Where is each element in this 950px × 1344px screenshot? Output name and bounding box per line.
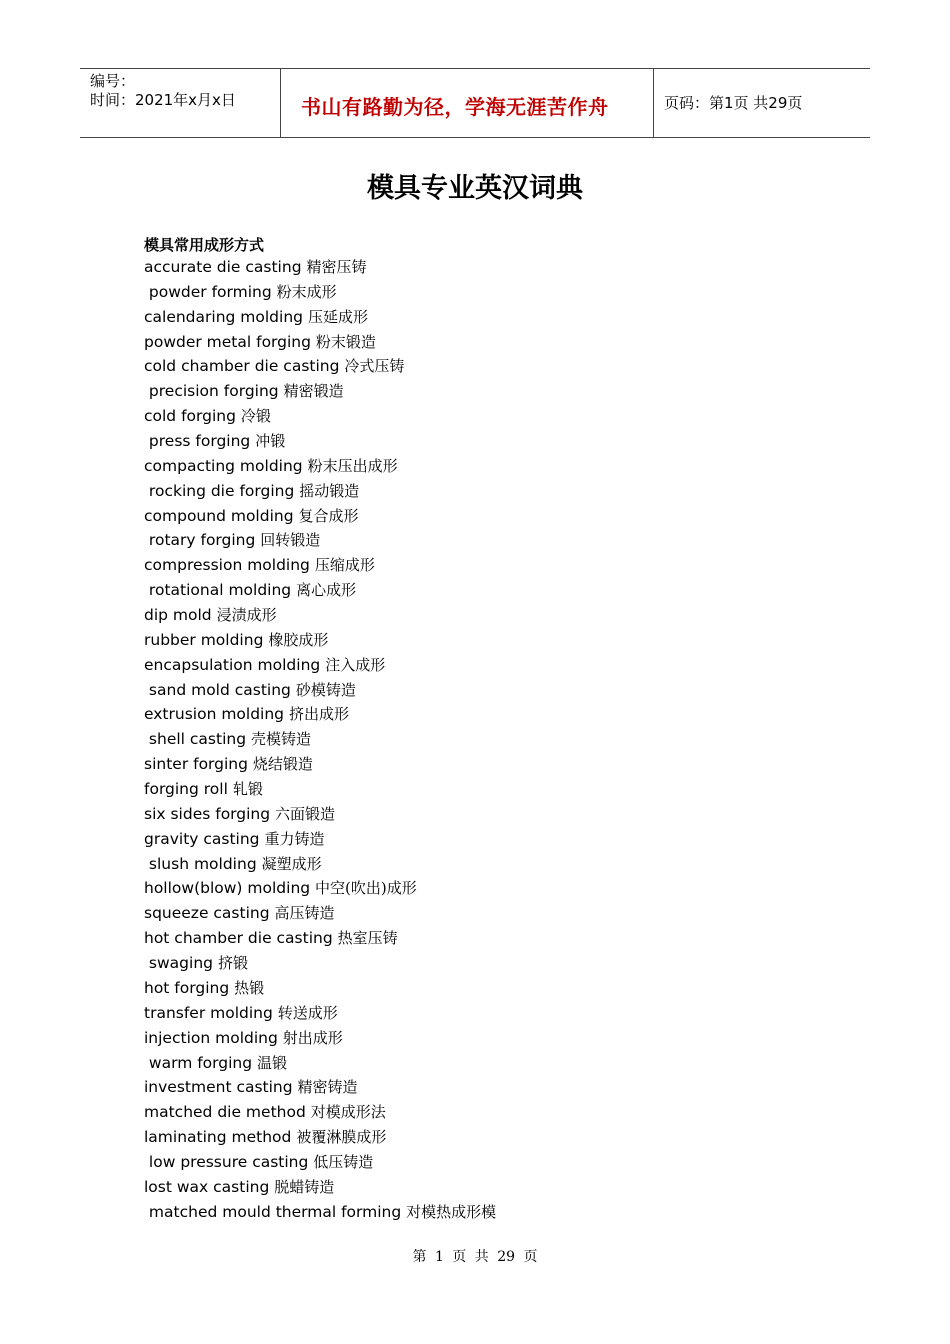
term-chinese: 热室压铸 [337, 929, 398, 948]
term-chinese: 高压铸造 [274, 904, 335, 923]
page-info: 页码：第1页 共29页 [664, 94, 803, 112]
header-motto-cell [281, 69, 654, 137]
term-entry [144, 1175, 496, 1200]
term-entry [144, 1150, 496, 1175]
term-chinese: 对模热成形模 [406, 1202, 497, 1221]
term-entry [144, 280, 496, 305]
term-english: rocking die forging [144, 481, 295, 500]
term-english: powder metal forging [144, 332, 311, 351]
term-entry [144, 354, 496, 379]
term-entry [144, 628, 496, 653]
term-english: investment casting [144, 1078, 293, 1097]
term-english: sand mold casting [144, 680, 291, 699]
header-page-cell [655, 69, 870, 137]
term-entry [144, 752, 496, 777]
term-entry [144, 603, 496, 628]
term-english: matched mould thermal forming [144, 1202, 402, 1221]
term-entry [144, 255, 496, 280]
term-chinese: 对模成形法 [310, 1103, 386, 1122]
term-chinese: 橡胶成形 [268, 630, 329, 649]
date-label: 时间：2021年x月x日 [90, 91, 236, 109]
term-english: rotary forging [144, 531, 256, 550]
term-chinese: 砂模铸造 [295, 680, 356, 699]
term-entry [144, 1125, 496, 1150]
term-english: cold chamber die casting [144, 357, 340, 376]
term-chinese: 轧锻 [232, 780, 263, 799]
term-english: dip mold [144, 606, 212, 625]
term-english: forging roll [144, 780, 228, 799]
term-entry [144, 1001, 496, 1026]
term-entry [144, 951, 496, 976]
term-english: hot chamber die casting [144, 929, 333, 948]
term-english: gravity casting [144, 829, 260, 848]
term-chinese: 挤锻 [217, 954, 248, 973]
term-entry [144, 876, 496, 901]
term-english: press forging [144, 432, 251, 451]
term-chinese: 粉末压出成形 [307, 456, 398, 475]
term-english: slush molding [144, 854, 257, 873]
term-chinese: 射出成形 [282, 1028, 343, 1047]
term-entry [144, 1200, 496, 1225]
term-english: precision forging [144, 382, 279, 401]
term-chinese: 低压铸造 [313, 1152, 374, 1171]
term-chinese: 温锻 [257, 1053, 288, 1072]
term-english: calendaring molding [144, 307, 303, 326]
term-english: squeeze casting [144, 904, 270, 923]
term-chinese: 冲锻 [255, 432, 286, 451]
term-chinese: 转送成形 [277, 1003, 338, 1022]
header-meta-cell [80, 69, 281, 137]
term-entry [144, 976, 496, 1001]
term-english: swaging [144, 954, 213, 973]
term-chinese: 精密铸造 [297, 1078, 358, 1097]
term-english: six sides forging [144, 804, 271, 823]
term-entry [144, 678, 496, 703]
term-english: cold forging [144, 407, 236, 426]
term-chinese: 被覆淋膜成形 [296, 1128, 387, 1147]
term-entry [144, 330, 496, 355]
term-chinese: 重力铸造 [264, 829, 325, 848]
term-entry [144, 305, 496, 330]
term-english: transfer molding [144, 1003, 273, 1022]
number-label: 编号： [90, 72, 136, 90]
term-english: extrusion molding [144, 705, 285, 724]
term-chinese: 浸渍成形 [216, 606, 277, 625]
term-chinese: 粉末成形 [276, 282, 337, 301]
document-header [80, 68, 870, 138]
term-english: lost wax casting [144, 1177, 270, 1196]
term-english: accurate die casting [144, 258, 302, 276]
term-chinese: 精密锻造 [283, 382, 344, 401]
term-list [144, 255, 496, 1225]
term-entry [144, 777, 496, 802]
term-chinese: 复合成形 [298, 506, 359, 525]
term-entry [144, 727, 496, 752]
page-footer: 第 1 页 共 29 页 [412, 1249, 538, 1265]
term-chinese: 六面锻造 [275, 804, 336, 823]
term-chinese: 压延成形 [307, 307, 368, 326]
term-english: rubber molding [144, 630, 264, 649]
term-english: low pressure casting [144, 1152, 309, 1171]
term-chinese: 壳模铸造 [250, 730, 311, 749]
term-entry [144, 901, 496, 926]
term-entry [144, 379, 496, 404]
term-english: warm forging [144, 1053, 253, 1072]
term-entry [144, 653, 496, 678]
term-entry [144, 1100, 496, 1125]
term-english: laminating method [144, 1128, 292, 1147]
term-english: shell casting [144, 730, 247, 749]
term-english: hollow(blow) molding [144, 879, 311, 898]
term-entry [144, 827, 496, 852]
term-entry [144, 802, 496, 827]
term-chinese: 脱蜡铸造 [274, 1177, 335, 1196]
term-entry [144, 702, 496, 727]
term-english: encapsulation molding [144, 655, 321, 674]
term-chinese: 压缩成形 [314, 556, 375, 575]
document-title: 模具专业英汉词典 [367, 173, 583, 204]
term-entry [144, 429, 496, 454]
term-chinese: 回转锻造 [260, 531, 321, 550]
term-english: matched die method [144, 1103, 306, 1122]
term-chinese: 注入成形 [325, 655, 386, 674]
term-entry [144, 578, 496, 603]
term-entry [144, 479, 496, 504]
term-english: compression molding [144, 556, 310, 575]
term-chinese: 冷锻 [240, 407, 271, 426]
term-entry [144, 926, 496, 951]
term-chinese: 烧结锻造 [252, 755, 313, 774]
term-english: hot forging [144, 978, 230, 997]
term-chinese: 挤出成形 [288, 705, 349, 724]
term-chinese: 精密压铸 [306, 258, 367, 276]
term-entry [144, 852, 496, 877]
term-chinese: 热锻 [234, 978, 265, 997]
term-chinese: 离心成形 [296, 581, 357, 600]
motto-text: 书山有路勤为径，学海无涯苦作舟 [301, 95, 609, 119]
term-entry [144, 454, 496, 479]
term-chinese: 中空(吹出)成形 [315, 879, 417, 898]
term-english: compound molding [144, 506, 294, 525]
term-chinese: 凝塑成形 [261, 854, 322, 873]
term-entry [144, 1051, 496, 1076]
term-entry [144, 528, 496, 553]
term-chinese: 粉末锻造 [315, 332, 376, 351]
term-entry [144, 404, 496, 429]
term-chinese: 摇动锻造 [299, 481, 360, 500]
term-english: compacting molding [144, 456, 303, 475]
term-entry [144, 1026, 496, 1051]
term-english: rotational molding [144, 581, 292, 600]
section-heading: 模具常用成形方式 [144, 236, 265, 254]
term-entry [144, 553, 496, 578]
term-english: sinter forging [144, 755, 248, 774]
term-english: injection molding [144, 1028, 278, 1047]
term-entry [144, 504, 496, 529]
term-english: powder forming [144, 282, 272, 301]
term-entry [144, 1075, 496, 1100]
term-chinese: 冷式压铸 [344, 357, 405, 376]
